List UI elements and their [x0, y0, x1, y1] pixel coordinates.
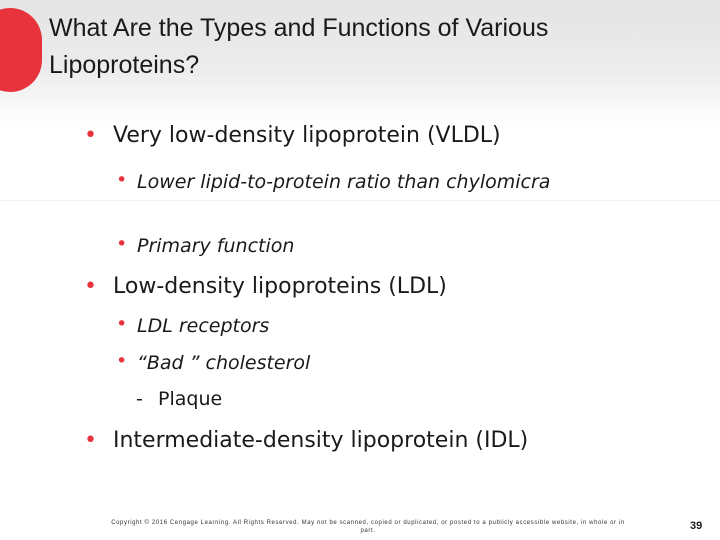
bullet-dot-icon: •	[116, 350, 128, 372]
subbullet-text: Primary function	[137, 235, 295, 257]
bullet-text: Intermediate-density lipoprotein (IDL)	[113, 428, 529, 453]
bullet-dot-icon: •	[84, 428, 97, 453]
divider	[0, 200, 720, 201]
subbullet-text: LDL receptors	[137, 315, 270, 337]
slide-title: What Are the Types and Functions of Various Lipoproteins?	[49, 14, 549, 79]
bullet-dot-icon: •	[116, 169, 128, 191]
bullet-dot-icon: •	[84, 274, 97, 299]
subsubbullet-text: Plaque	[158, 388, 223, 410]
bullet-dot-icon: •	[84, 123, 97, 148]
copyright-notice: Copyright © 2016 Cengage Learning. All Rights Reserved. May not be scanned, copied or duplicated, or posted to a publicly accessible website, in whole or in part.	[111, 520, 625, 534]
bullet-dot-icon: •	[116, 313, 128, 335]
dash-marker: -	[136, 388, 143, 410]
bullet-text: Low-density lipoproteins (LDL)	[113, 274, 447, 299]
subbullet-text: Lower lipid-to-protein ratio than chylomicra	[137, 171, 551, 193]
subbullet-text: “Bad ” cholesterol	[137, 352, 311, 374]
bullet-text: Very low-density lipoprotein (VLDL)	[113, 123, 501, 148]
bullet-dot-icon: •	[116, 233, 128, 255]
page-number: 39	[690, 520, 703, 532]
